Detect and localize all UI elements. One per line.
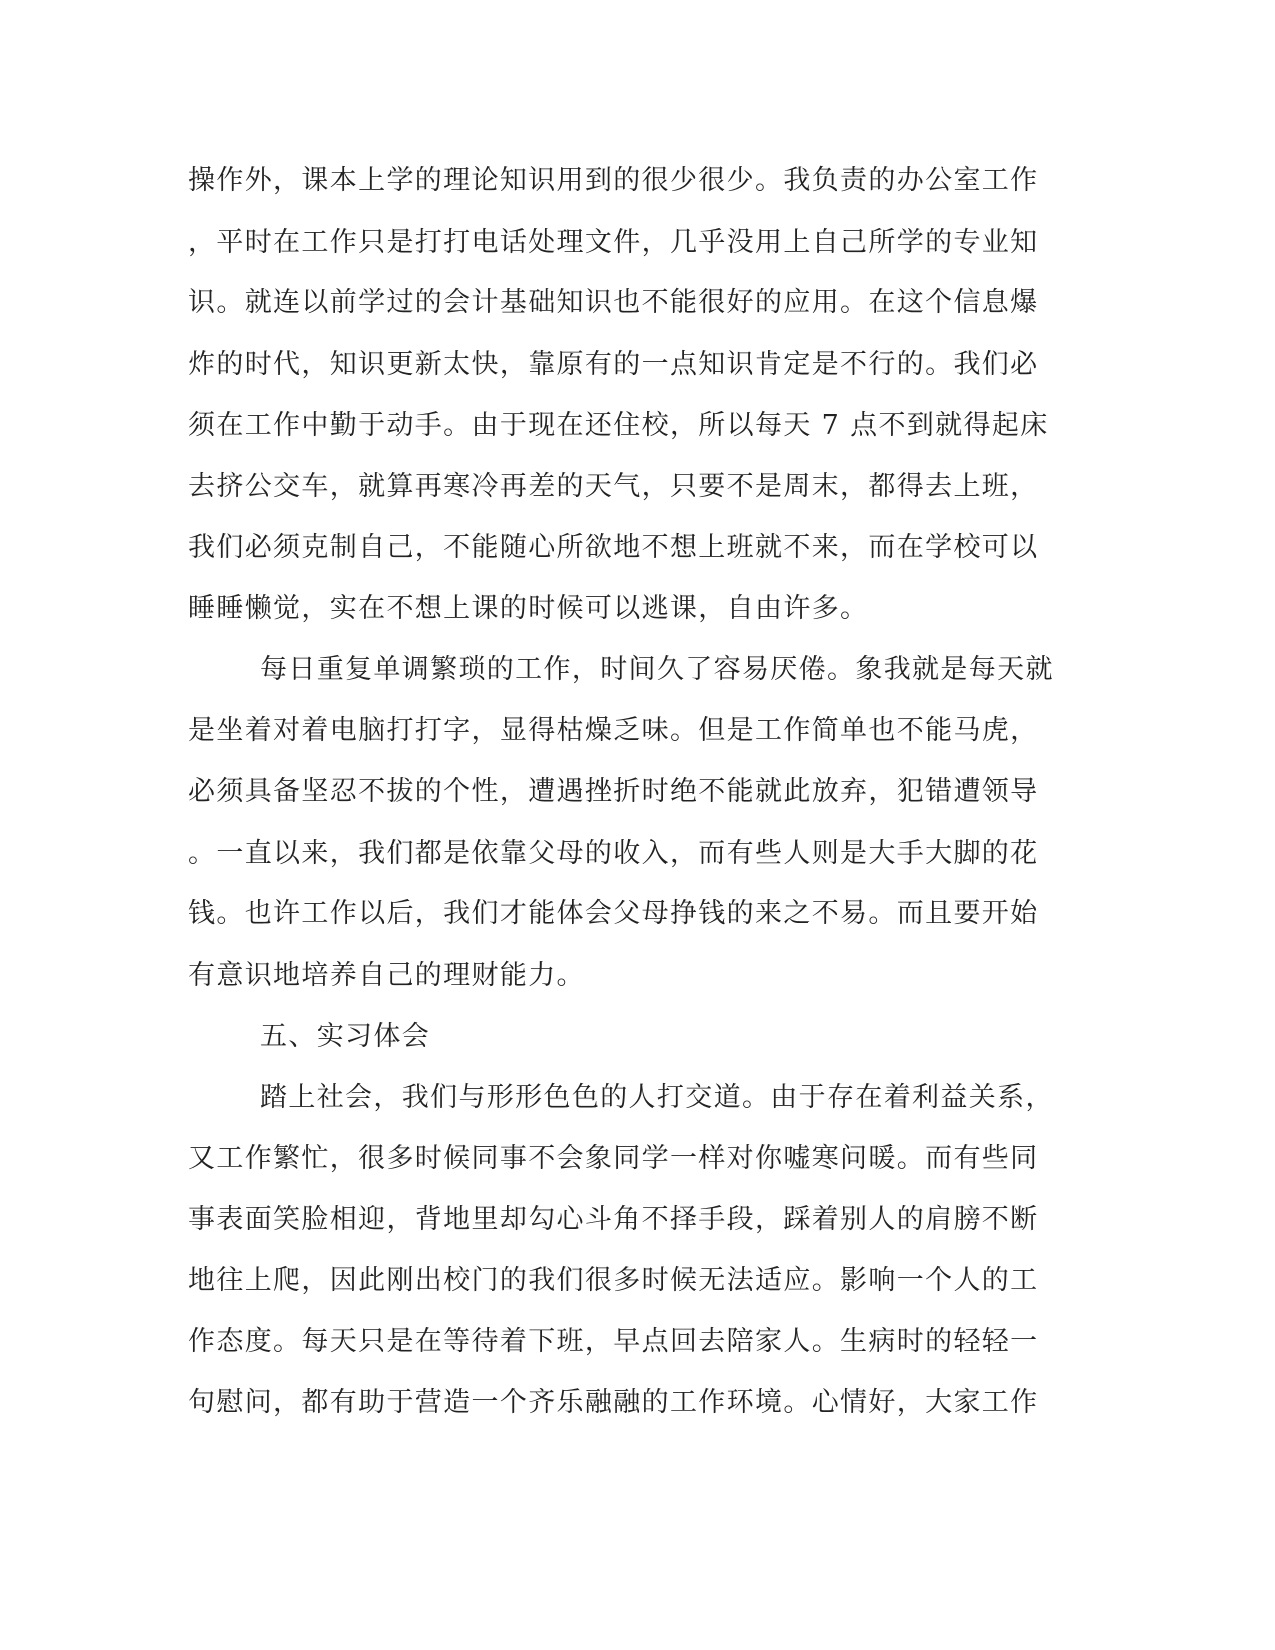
text-line: 地往上爬，因此刚出校门的我们很多时候无法适应。影响一个人的工: [188, 1265, 1039, 1296]
text-line: 事表面笑脸相迎，背地里却勾心斗角不择手段，踩着别人的肩膀不断: [188, 1204, 1039, 1235]
text-line: 必须具备坚忍不拔的个性，遭遇挫折时绝不能就此放弃，犯错遭领导: [188, 776, 1039, 807]
text-line: 去挤公交车，就算再寒冷再差的天气，只要不是周末，都得去上班，: [188, 471, 1039, 502]
text-line: 我们必须克制自己，不能随心所欲地不想上班就不来，而在学校可以: [188, 532, 1039, 563]
text-line: 。一直以来，我们都是依靠父母的收入，而有些人则是大手大脚的花: [188, 838, 1039, 869]
section-heading: 五、实习体会: [260, 1021, 431, 1052]
text-line: 有意识地培养自己的理财能力。: [188, 960, 585, 991]
text-line: 钱。也许工作以后，我们才能体会父母挣钱的来之不易。而且要开始: [188, 898, 1039, 929]
text-line: 又工作繁忙，很多时候同事不会象同学一样对你嘘寒问暖。而有些同: [188, 1143, 1039, 1174]
text-line: 须在工作中勤于动手。由于现在还住校，所以每天 7 点不到就得起床: [188, 410, 1049, 441]
paragraph-first-line: 踏上社会，我们与形形色色的人打交道。由于存在着利益关系，: [260, 1082, 1054, 1113]
text-line: 睡睡懒觉，实在不想上课的时候可以逃课，自由许多。: [188, 593, 869, 624]
text-line: ，平时在工作只是打打电话处理文件，几乎没用上自己所学的专业知: [188, 227, 1039, 258]
text-line: 操作外，课本上学的理论知识用到的很少很少。我负责的办公室工作: [188, 165, 1039, 196]
text-line: 句慰问，都有助于营造一个齐乐融融的工作环境。心情好，大家工作: [188, 1387, 1039, 1418]
paragraph-first-line: 每日重复单调繁琐的工作，时间久了容易厌倦。象我就是每天就: [260, 654, 1054, 685]
text-line: 炸的时代，知识更新太快，靠原有的一点知识肯定是不行的。我们必: [188, 349, 1039, 380]
text-line: 是坐着对着电脑打打字，显得枯燥乏味。但是工作简单也不能马虎，: [188, 715, 1039, 746]
text-line: 作态度。每天只是在等待着下班，早点回去陪家人。生病时的轻轻一: [188, 1326, 1039, 1357]
text-line: 识。就连以前学过的会计基础知识也不能很好的应用。在这个信息爆: [188, 287, 1039, 318]
